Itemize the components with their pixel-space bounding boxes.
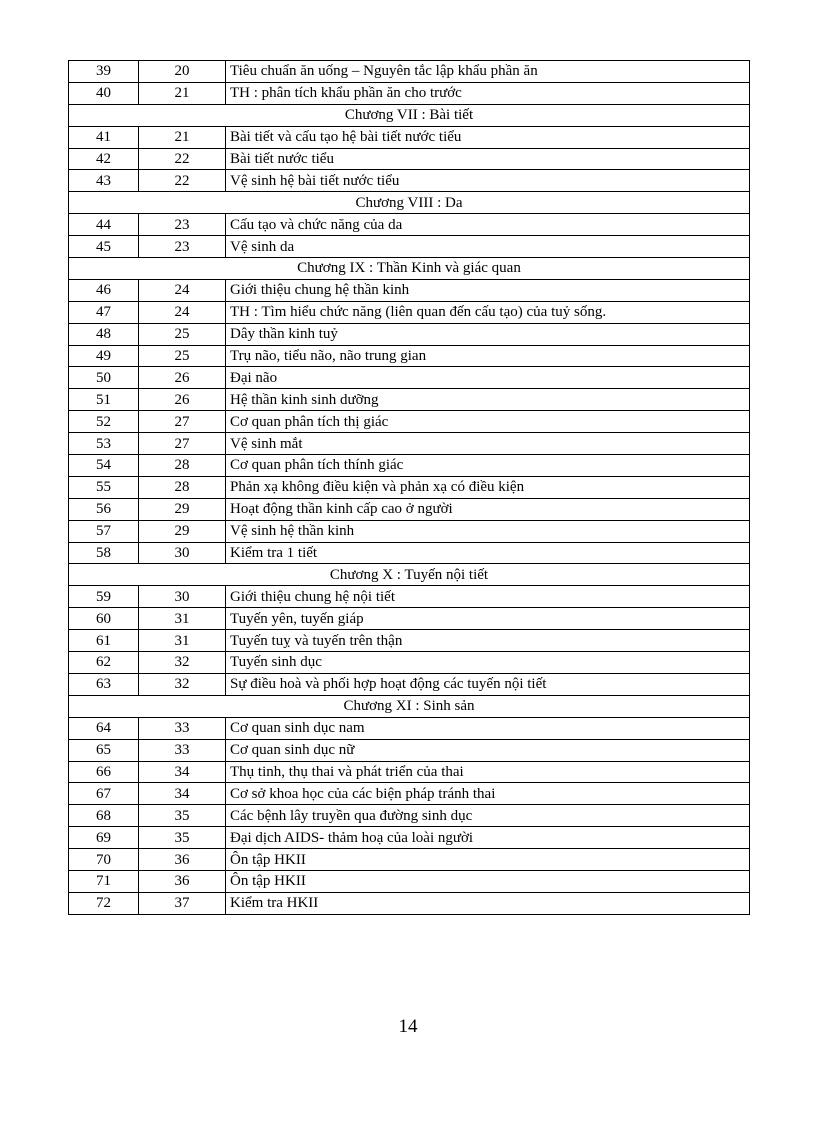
period-number-cell: 49 (69, 345, 139, 367)
lesson-title-cell: Bài tiết nước tiểu (226, 148, 750, 170)
period-number-cell: 58 (69, 542, 139, 564)
lesson-title-cell: Thụ tinh, thụ thai và phát triển của thai (226, 761, 750, 783)
chapter-heading: Chương VII : Bài tiết (69, 104, 750, 126)
period-number-cell: 39 (69, 61, 139, 83)
period-number-cell: 64 (69, 717, 139, 739)
chapter-heading: Chương XI : Sinh sản (69, 695, 750, 717)
lesson-row (69, 870, 750, 892)
period-number-cell: 69 (69, 827, 139, 849)
week-number-cell: 30 (139, 586, 226, 608)
period-number-cell: 60 (69, 608, 139, 630)
lesson-row (69, 608, 750, 630)
lesson-row (69, 630, 750, 652)
period-number-cell: 56 (69, 498, 139, 520)
week-number-cell: 23 (139, 236, 226, 258)
week-number-cell: 29 (139, 498, 226, 520)
week-number-cell: 27 (139, 433, 226, 455)
lesson-row (69, 345, 750, 367)
chapter-heading: Chương X : Tuyến nội tiết (69, 564, 750, 586)
chapter-row (69, 104, 750, 126)
lesson-title-cell: Cơ sở khoa học của các biện pháp tránh thai (226, 783, 750, 805)
week-number-cell: 33 (139, 739, 226, 761)
period-number-cell: 44 (69, 214, 139, 236)
week-number-cell: 25 (139, 345, 226, 367)
week-number-cell: 32 (139, 673, 226, 695)
lesson-title-cell: Hoạt động thần kinh cấp cao ở người (226, 498, 750, 520)
week-number-cell: 36 (139, 849, 226, 871)
lesson-row (69, 892, 750, 914)
lesson-title-cell: Giới thiệu chung hệ nội tiết (226, 586, 750, 608)
week-number-cell: 34 (139, 761, 226, 783)
lesson-plan-table (68, 60, 750, 915)
week-number-cell: 34 (139, 783, 226, 805)
lesson-row (69, 542, 750, 564)
lesson-title-cell: Sự điều hoà và phối hợp hoạt động các tuyến nội tiết (226, 673, 750, 695)
lesson-title-cell: Các bệnh lây truyền qua đường sinh dục (226, 805, 750, 827)
lesson-title-cell: Phản xạ không điều kiện và phản xạ có điều kiện (226, 476, 750, 498)
lesson-row (69, 739, 750, 761)
period-number-cell: 59 (69, 586, 139, 608)
lesson-title-cell: Vệ sinh mắt (226, 433, 750, 455)
lesson-row (69, 761, 750, 783)
lesson-title-cell: Ôn tập HKII (226, 849, 750, 871)
week-number-cell: 31 (139, 630, 226, 652)
period-number-cell: 52 (69, 411, 139, 433)
lesson-row (69, 367, 750, 389)
period-number-cell: 48 (69, 323, 139, 345)
lesson-title-cell: Vệ sinh hệ thần kinh (226, 520, 750, 542)
lesson-row (69, 170, 750, 192)
period-number-cell: 71 (69, 870, 139, 892)
period-number-cell: 70 (69, 849, 139, 871)
chapter-heading: Chương VIII : Da (69, 192, 750, 214)
lesson-title-cell: Tuyến tuỵ và tuyến trên thận (226, 630, 750, 652)
week-number-cell: 31 (139, 608, 226, 630)
period-number-cell: 54 (69, 455, 139, 477)
week-number-cell: 20 (139, 61, 226, 83)
lesson-row (69, 279, 750, 301)
lesson-title-cell: Tiêu chuẩn ăn uống – Nguyên tắc lập khẩu phần ăn (226, 61, 750, 83)
lesson-title-cell: Ôn tập HKII (226, 870, 750, 892)
lesson-row (69, 61, 750, 83)
week-number-cell: 32 (139, 652, 226, 674)
lesson-title-cell: Giới thiệu chung hệ thần kinh (226, 279, 750, 301)
period-number-cell: 65 (69, 739, 139, 761)
lesson-row (69, 520, 750, 542)
lesson-row (69, 433, 750, 455)
lesson-row (69, 236, 750, 258)
lesson-title-cell: Cơ quan sinh dục nam (226, 717, 750, 739)
chapter-row (69, 564, 750, 586)
lesson-row (69, 783, 750, 805)
lesson-title-cell: Đại dịch AIDS- thảm hoạ của loài người (226, 827, 750, 849)
period-number-cell: 72 (69, 892, 139, 914)
week-number-cell: 28 (139, 455, 226, 477)
period-number-cell: 42 (69, 148, 139, 170)
week-number-cell: 21 (139, 126, 226, 148)
period-number-cell: 61 (69, 630, 139, 652)
lesson-title-cell: Kiểm tra 1 tiết (226, 542, 750, 564)
lesson-title-cell: Cơ quan phân tích thị giác (226, 411, 750, 433)
lesson-row (69, 82, 750, 104)
lesson-title-cell: Tuyến yên, tuyến giáp (226, 608, 750, 630)
lesson-title-cell: Cơ quan phân tích thính giác (226, 455, 750, 477)
lesson-row (69, 389, 750, 411)
week-number-cell: 26 (139, 367, 226, 389)
period-number-cell: 53 (69, 433, 139, 455)
lesson-row (69, 214, 750, 236)
lesson-row (69, 323, 750, 345)
lesson-title-cell: Cơ quan sinh dục nữ (226, 739, 750, 761)
week-number-cell: 24 (139, 301, 226, 323)
lesson-title-cell: TH : phân tích khẩu phần ăn cho trước (226, 82, 750, 104)
period-number-cell: 41 (69, 126, 139, 148)
lesson-row (69, 476, 750, 498)
period-number-cell: 47 (69, 301, 139, 323)
lesson-row (69, 301, 750, 323)
week-number-cell: 21 (139, 82, 226, 104)
lesson-row (69, 411, 750, 433)
period-number-cell: 43 (69, 170, 139, 192)
lesson-row (69, 673, 750, 695)
lesson-row (69, 717, 750, 739)
week-number-cell: 28 (139, 476, 226, 498)
lesson-row (69, 498, 750, 520)
week-number-cell: 26 (139, 389, 226, 411)
lesson-title-cell: TH : Tìm hiểu chức năng (liên quan đến cấu tạo) của tuỷ sống. (226, 301, 750, 323)
week-number-cell: 23 (139, 214, 226, 236)
lesson-title-cell: Vệ sinh hệ bài tiết nước tiểu (226, 170, 750, 192)
lesson-row (69, 849, 750, 871)
week-number-cell: 27 (139, 411, 226, 433)
week-number-cell: 35 (139, 805, 226, 827)
week-number-cell: 35 (139, 827, 226, 849)
period-number-cell: 50 (69, 367, 139, 389)
period-number-cell: 45 (69, 236, 139, 258)
lesson-row (69, 827, 750, 849)
week-number-cell: 22 (139, 170, 226, 192)
lesson-title-cell: Vệ sinh da (226, 236, 750, 258)
lesson-title-cell: Dây thần kinh tuỷ (226, 323, 750, 345)
period-number-cell: 63 (69, 673, 139, 695)
chapter-heading: Chương IX : Thần Kinh và giác quan (69, 258, 750, 280)
lesson-row (69, 148, 750, 170)
lesson-title-cell: Cấu tạo và chức năng của da (226, 214, 750, 236)
period-number-cell: 68 (69, 805, 139, 827)
week-number-cell: 22 (139, 148, 226, 170)
week-number-cell: 29 (139, 520, 226, 542)
lesson-title-cell: Hệ thần kinh sinh dưỡng (226, 389, 750, 411)
lesson-title-cell: Đại não (226, 367, 750, 389)
lesson-title-cell: Trụ não, tiểu não, não trung gian (226, 345, 750, 367)
week-number-cell: 36 (139, 870, 226, 892)
lesson-row (69, 652, 750, 674)
lesson-title-cell: Tuyến sinh dục (226, 652, 750, 674)
chapter-row (69, 192, 750, 214)
period-number-cell: 57 (69, 520, 139, 542)
lesson-plan-table-body (69, 61, 750, 915)
lesson-row (69, 805, 750, 827)
period-number-cell: 40 (69, 82, 139, 104)
period-number-cell: 67 (69, 783, 139, 805)
page-number: 14 (398, 1016, 418, 1037)
period-number-cell: 46 (69, 279, 139, 301)
week-number-cell: 33 (139, 717, 226, 739)
week-number-cell: 37 (139, 892, 226, 914)
week-number-cell: 24 (139, 279, 226, 301)
chapter-row (69, 258, 750, 280)
lesson-row (69, 586, 750, 608)
period-number-cell: 51 (69, 389, 139, 411)
chapter-row (69, 695, 750, 717)
lesson-title-cell: Bài tiết và cấu tạo hệ bài tiết nước tiểu (226, 126, 750, 148)
lesson-row (69, 126, 750, 148)
period-number-cell: 62 (69, 652, 139, 674)
lesson-row (69, 455, 750, 477)
period-number-cell: 55 (69, 476, 139, 498)
week-number-cell: 25 (139, 323, 226, 345)
period-number-cell: 66 (69, 761, 139, 783)
lesson-title-cell: Kiểm tra HKII (226, 892, 750, 914)
week-number-cell: 30 (139, 542, 226, 564)
